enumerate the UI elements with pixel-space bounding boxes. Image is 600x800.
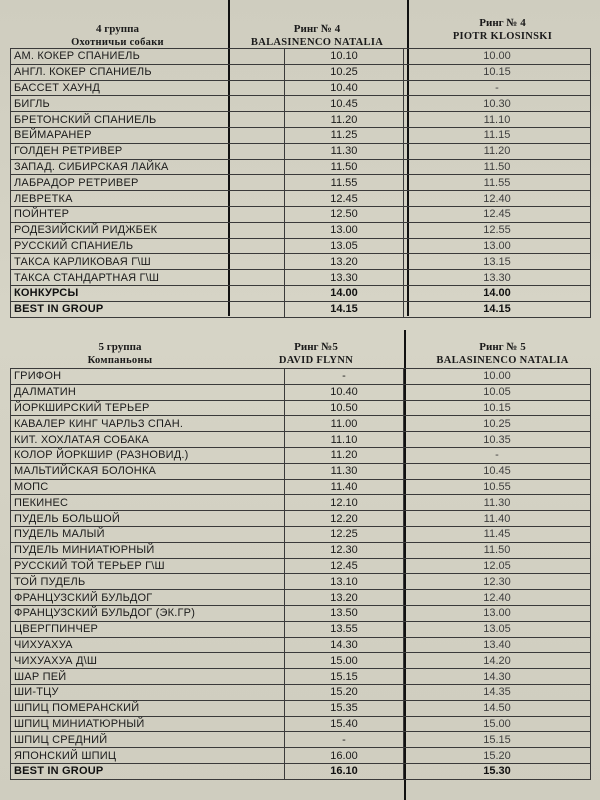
ring2-time-cell: 10.35 [404, 432, 591, 448]
table-row [11, 143, 591, 159]
ring2-time-cell: 13.30 [404, 270, 591, 286]
ring2-time-cell: 11.50 [404, 159, 591, 175]
ring2-time-cell: 11.45 [404, 526, 591, 542]
breed-name-cell: БАССЕТ ХАУНД [11, 80, 285, 96]
ring1-time-cell: 15.35 [285, 700, 404, 716]
table-row [11, 416, 591, 432]
breed-name-cell: КОЛОР ЙОРКШИР (РАЗНОВИД.) [11, 447, 285, 463]
group4-title: 4 группа [96, 23, 139, 35]
breed-name-cell: ТОЙ ПУДЕЛЬ [11, 574, 285, 590]
breed-name-cell: РУССКИЙ ТОЙ ТЕРЬЕР Г\Ш [11, 558, 285, 574]
breed-name-cell: КАВАЛЕР КИНГ ЧАРЛЬЗ СПАН. [11, 416, 285, 432]
table-row [11, 542, 591, 558]
table-row [11, 574, 591, 590]
ring1-time-cell: 13.30 [285, 270, 404, 286]
ring1-time-cell: 15.00 [285, 653, 404, 669]
table-row [11, 684, 591, 700]
table-row [11, 301, 591, 317]
group5-heading [40, 340, 200, 368]
table-row [11, 270, 591, 286]
ring2-time-cell: 10.45 [404, 463, 591, 479]
ring2-time-cell: 10.05 [404, 384, 591, 400]
ring2-time-cell: 10.15 [404, 64, 591, 80]
ring1-time-cell: 11.40 [285, 479, 404, 495]
ring2-time-cell: - [404, 447, 591, 463]
table-row [11, 463, 591, 479]
ring1-time-cell: 10.40 [285, 80, 404, 96]
breed-name-cell: КИТ. ХОХЛАТАЯ СОБАКА [11, 432, 285, 448]
breed-name-cell: АНГЛ. КОКЕР СПАНИЕЛЬ [11, 64, 285, 80]
ring1-time-cell: 14.30 [285, 637, 404, 653]
group4-ring2-heading [410, 16, 595, 44]
ring2-time-cell: 15.00 [404, 716, 591, 732]
ring1-time-cell: 10.45 [285, 96, 404, 112]
ring2-time-cell: 14.50 [404, 700, 591, 716]
ring2-time-cell: 10.30 [404, 96, 591, 112]
ring2-time-cell: 12.30 [404, 574, 591, 590]
table-row [11, 526, 591, 542]
ring1-time-cell: 13.00 [285, 222, 404, 238]
breed-name-cell: ПУДЕЛЬ БОЛЬШОЙ [11, 511, 285, 527]
group4-schedule-table [10, 48, 591, 318]
ring2-time-cell: 14.35 [404, 684, 591, 700]
ring2-time-cell: 15.30 [404, 763, 591, 779]
ring1-time-cell: 12.50 [285, 206, 404, 222]
ring2-time-cell: - [404, 80, 591, 96]
group4-ring1-heading [232, 22, 402, 50]
ring1-time-cell: 12.10 [285, 495, 404, 511]
breed-name-cell: ВЕЙМАРАНЕР [11, 127, 285, 143]
ring1-time-cell: 16.00 [285, 748, 404, 764]
breed-name-cell: РОДЕЗИЙСКИЙ РИДЖБЕК [11, 222, 285, 238]
group5-title: 5 группа [98, 341, 142, 353]
group5-ring2-heading [410, 340, 595, 368]
ring2-time-cell: 13.40 [404, 637, 591, 653]
table-row [11, 748, 591, 764]
ring1-time-cell: 13.50 [285, 605, 404, 621]
table-row [11, 558, 591, 574]
table-row [11, 763, 591, 779]
table-row [11, 447, 591, 463]
table-row [11, 159, 591, 175]
ring2-time-cell: 13.05 [404, 621, 591, 637]
ring1-time-cell: 13.05 [285, 238, 404, 254]
table-row [11, 80, 591, 96]
table-row [11, 700, 591, 716]
ring2-time-cell: 14.00 [404, 285, 591, 301]
breed-name-cell: BEST IN GROUP [11, 301, 285, 317]
group4-subtitle: Охотничьи собаки [71, 37, 164, 48]
ring1-time-cell: 11.10 [285, 432, 404, 448]
table-row [11, 479, 591, 495]
ring2-time-cell: 10.15 [404, 400, 591, 416]
group5-table-wrap [10, 368, 591, 780]
ring1-time-cell: 13.55 [285, 621, 404, 637]
ring2-time-cell: 14.30 [404, 669, 591, 685]
breed-name-cell: ЛЕВРЕТКА [11, 191, 285, 207]
ring1-time-cell: - [285, 369, 404, 385]
breed-name-cell: БРЕТОНСКИЙ СПАНИЕЛЬ [11, 112, 285, 128]
breed-name-cell: ЛАБРАДОР РЕТРИВЕР [11, 175, 285, 191]
breed-name-cell: РУССКИЙ СПАНИЕЛЬ [11, 238, 285, 254]
ring1-time-cell: 15.20 [285, 684, 404, 700]
breed-name-cell: ШАР ПЕЙ [11, 669, 285, 685]
ring2-time-cell: 14.20 [404, 653, 591, 669]
ring2-time-cell: 11.50 [404, 542, 591, 558]
group4-ring1-label: Ринг № 4 [293, 23, 341, 35]
ring1-time-cell: 10.40 [285, 384, 404, 400]
table-row [11, 605, 591, 621]
group4-heading [30, 22, 205, 50]
group5-ring1-label: Ринг №5 [294, 341, 338, 353]
ring1-time-cell: 10.50 [285, 400, 404, 416]
table-row [11, 432, 591, 448]
ring1-time-cell: 12.45 [285, 558, 404, 574]
ring2-time-cell: 10.55 [404, 479, 591, 495]
table-row [11, 96, 591, 112]
ring2-time-cell: 15.20 [404, 748, 591, 764]
table-row [11, 285, 591, 301]
table-row [11, 384, 591, 400]
breed-name-cell: ГОЛДЕН РЕТРИВЕР [11, 143, 285, 159]
ring2-time-cell: 11.40 [404, 511, 591, 527]
ring2-time-cell: 10.25 [404, 416, 591, 432]
breed-name-cell: ФРАНЦУЗСКИЙ БУЛЬДОГ [11, 590, 285, 606]
table-row [11, 206, 591, 222]
breed-name-cell: МАЛЬТИЙСКАЯ БОЛОНКА [11, 463, 285, 479]
breed-name-cell: АМ. КОКЕР СПАНИЕЛЬ [11, 49, 285, 65]
breed-name-cell: БИГЛЬ [11, 96, 285, 112]
ring1-time-cell: 12.30 [285, 542, 404, 558]
ring2-time-cell: 15.15 [404, 732, 591, 748]
breed-name-cell: ЧИХУАХУА Д\Ш [11, 653, 285, 669]
breed-name-cell: ЗАПАД. СИБИРСКАЯ ЛАЙКА [11, 159, 285, 175]
ring1-time-cell: 11.50 [285, 159, 404, 175]
ring2-time-cell: 13.00 [404, 238, 591, 254]
ring2-time-cell: 11.30 [404, 495, 591, 511]
group5-ring2-label: Ринг № 5 [479, 341, 526, 353]
table-row [11, 637, 591, 653]
ring2-time-cell: 14.15 [404, 301, 591, 317]
breed-name-cell: ПЕКИНЕС [11, 495, 285, 511]
ring1-time-cell: 11.00 [285, 416, 404, 432]
ring2-time-cell: 12.40 [404, 590, 591, 606]
ring1-time-cell: 15.15 [285, 669, 404, 685]
table-row [11, 495, 591, 511]
breed-name-cell: BEST IN GROUP [11, 763, 285, 779]
ring1-time-cell: 16.10 [285, 763, 404, 779]
group5-ring1-judge: DAVID FLYNN [278, 355, 354, 366]
ring1-time-cell: 11.25 [285, 127, 404, 143]
breed-name-cell: ПУДЕЛЬ МИНИАТЮРНЫЙ [11, 542, 285, 558]
table-row [11, 621, 591, 637]
table-row [11, 127, 591, 143]
group5-ring1-heading [236, 340, 396, 368]
breed-name-cell: ТАКСА КАРЛИКОВАЯ Г\Ш [11, 254, 285, 270]
group4-ring1-judge: BALASINENCO NATALIA [250, 37, 384, 48]
ring2-time-cell: 11.15 [404, 127, 591, 143]
breed-name-cell: ФРАНЦУЗСКИЙ БУЛЬДОГ (ЭК.ГР) [11, 605, 285, 621]
breed-name-cell: ШПИЦ МИНИАТЮРНЫЙ [11, 716, 285, 732]
table-row [11, 112, 591, 128]
ring1-time-cell: 11.30 [285, 143, 404, 159]
ring1-time-cell: 10.10 [285, 49, 404, 65]
table-row [11, 732, 591, 748]
group5-ring2-judge: BALASINENCO NATALIA [436, 355, 569, 366]
ring1-time-cell: 14.00 [285, 285, 404, 301]
table-row [11, 254, 591, 270]
table-row [11, 238, 591, 254]
breed-name-cell: ЙОРКШИРСКИЙ ТЕРЬЕР [11, 400, 285, 416]
ring2-time-cell: 12.55 [404, 222, 591, 238]
ring1-time-cell: 15.40 [285, 716, 404, 732]
ring2-time-cell: 12.40 [404, 191, 591, 207]
table-row [11, 716, 591, 732]
ring2-time-cell: 13.00 [404, 605, 591, 621]
table-row [11, 653, 591, 669]
breed-name-cell: ШПИЦ СРЕДНИЙ [11, 732, 285, 748]
breed-name-cell: ТАКСА СТАНДАРТНАЯ Г\Ш [11, 270, 285, 286]
group4-ring2-judge: PIOTR KLOSINSKI [452, 31, 553, 42]
ring2-time-cell: 10.00 [404, 369, 591, 385]
table-row [11, 400, 591, 416]
ring1-time-cell: 13.20 [285, 254, 404, 270]
breed-name-cell: ЦВЕРГПИНЧЕР [11, 621, 285, 637]
breed-name-cell: МОПС [11, 479, 285, 495]
ring2-time-cell: 11.20 [404, 143, 591, 159]
ring1-time-cell: 10.25 [285, 64, 404, 80]
ring2-time-cell: 12.45 [404, 206, 591, 222]
table-row [11, 49, 591, 65]
table-row [11, 590, 591, 606]
ring2-time-cell: 10.00 [404, 49, 591, 65]
ring1-time-cell: 14.15 [285, 301, 404, 317]
breed-name-cell: ДАЛМАТИН [11, 384, 285, 400]
ring1-time-cell: 12.25 [285, 526, 404, 542]
ring1-time-cell: 12.20 [285, 511, 404, 527]
ring1-time-cell: 13.10 [285, 574, 404, 590]
ring2-time-cell: 11.10 [404, 112, 591, 128]
breed-name-cell: ШПИЦ ПОМЕРАНСКИЙ [11, 700, 285, 716]
table-row [11, 511, 591, 527]
ring1-time-cell: 11.20 [285, 447, 404, 463]
breed-name-cell: ПОЙНТЕР [11, 206, 285, 222]
ring1-time-cell: 11.20 [285, 112, 404, 128]
breed-name-cell: ГРИФОН [11, 369, 285, 385]
table-row [11, 64, 591, 80]
ring1-time-cell: 11.30 [285, 463, 404, 479]
group4-table-wrap [10, 48, 591, 318]
ring2-time-cell: 12.05 [404, 558, 591, 574]
table-row [11, 175, 591, 191]
table-row [11, 369, 591, 385]
ring2-time-cell: 13.15 [404, 254, 591, 270]
breed-name-cell: ШИ-ТЦУ [11, 684, 285, 700]
ring1-time-cell: 11.55 [285, 175, 404, 191]
breed-name-cell: ПУДЕЛЬ МАЛЫЙ [11, 526, 285, 542]
ring1-time-cell: 12.45 [285, 191, 404, 207]
breed-name-cell: КОНКУРСЫ [11, 285, 285, 301]
table-row [11, 222, 591, 238]
group5-subtitle: Компаньоны [87, 355, 153, 366]
breed-name-cell: ЧИХУАХУА [11, 637, 285, 653]
table-row [11, 191, 591, 207]
ring1-time-cell: - [285, 732, 404, 748]
group4-ring2-label: Ринг № 4 [479, 17, 526, 29]
table-row [11, 669, 591, 685]
group5-schedule-table [10, 368, 591, 780]
ring1-time-cell: 13.20 [285, 590, 404, 606]
breed-name-cell: ЯПОНСКИЙ ШПИЦ [11, 748, 285, 764]
ring2-time-cell: 11.55 [404, 175, 591, 191]
